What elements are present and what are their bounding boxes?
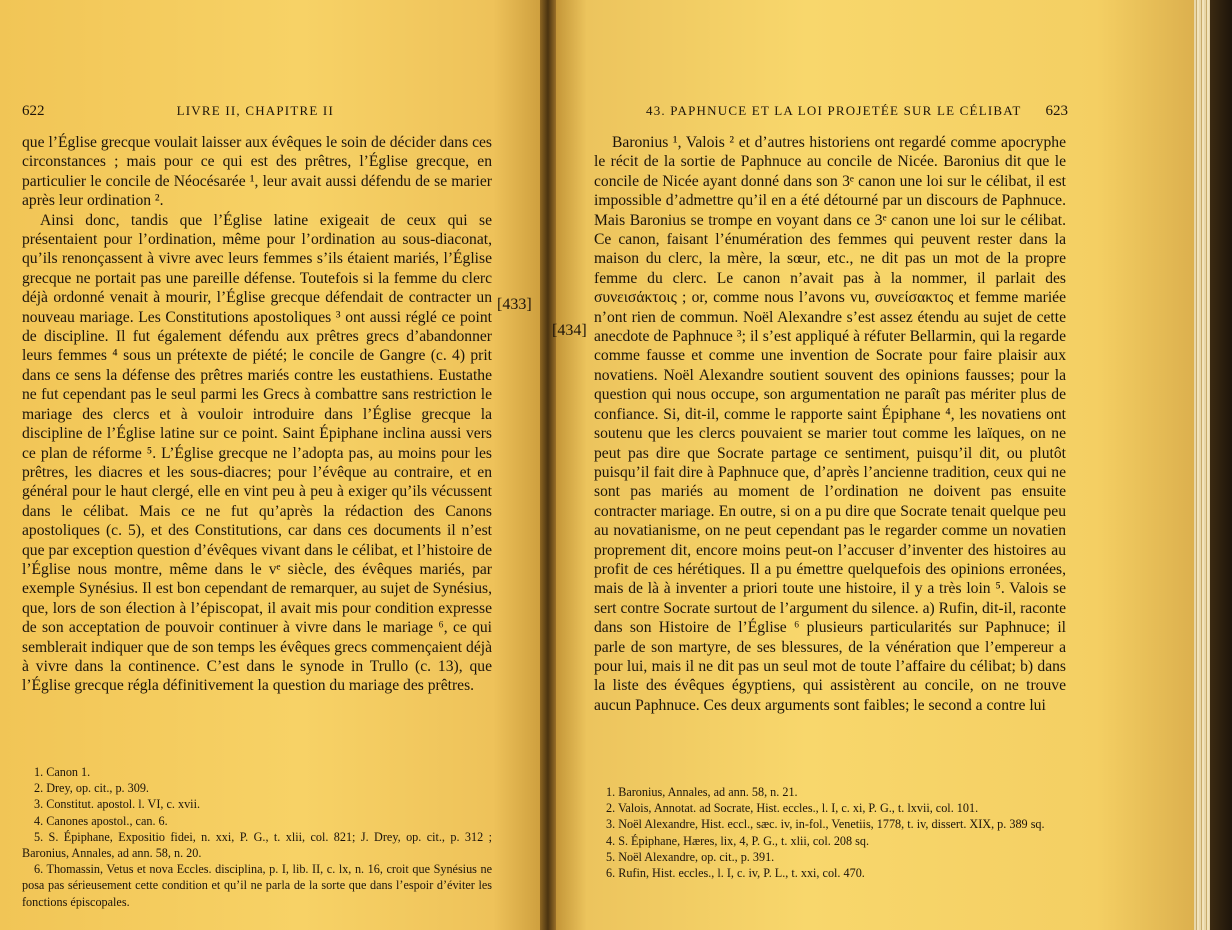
left-page [0, 0, 548, 930]
left-running-head [22, 103, 334, 123]
left-body-text [22, 133, 492, 696]
right-footnote: 5. Noël Alexandre, op. cit., p. 391. [606, 849, 775, 864]
left-footnote: 2. Drey, op. cit., p. 309. [34, 781, 149, 796]
right-paragraph-1: Baronius ¹, Valois ² et d’autres historiens ont regardé comme apocryphe le récit de la sortie de Paphnuce au concile de Nicée. Baronius dit que le concile de Nicée ayant donné dans son 3ᵉ canon une loi sur le célibat, il est impossible d’admettre qu’il en a été détourné par un discours de Paphnuce. Mais Baronius se trompe en voyant dans ce 3ᵉ canon une loi sur le célibat. Ce canon, faisant l’énumération des femmes qui peuvent rester dans la maison du clerc, la mère, la sœur, etc., ne dit pas un mot de la propre femme du clerc. Le canon n’avait pas à la nommer, il parlait des συνεισάκτοις ; or, comme nous l’avons vu, συνείσακτος et femme mariée n’ont rien de commun. Noël Alexandre s’est assez étendu au sujet de cette anecdote de Paphnuce ³; il s’est appliqué à réfuter Bellarmin, qui la regarde comme fausse et comme une invention de Socrate pour faire plaisir aux novatiens. Noël Alexandre soutient souvent des opinions fausses; pour la question qui nous occupe, son argumentation ne paraît pas mériter plus de confiance. Si, dit-il, comme le rapporte saint Épiphane ⁴, les novatiens ont soutenu que les clercs pouvaient se marier tout comme les laïques, on ne peut pas dire que Socrate partage ce sentiment, puisqu’il dit, ou plutôt puisqu’il fait dire à Paphnuce que, d’après l’ancienne tradition, ceux qui ne sont pas mariés au moment de l’ordination ne doivent pas ensuite contracter mariage. En outre, si on a pu dire que Socrate tenait quelque peu au novatianisme, on ne peut cependant pas le regarder comme un novatien proprement dit, encore moins peut-on l’accuser d’inventer des histoires au profit de ces hérétiques. Il a pu émettre quelquefois des opinions erronées, mais de là à inventer a priori toute une histoire, il y a très loin ⁵. Valois se sert contre Socrate surtout de l’argument du silence. a) Rufin, dit-il, raconte dans son Histoire de l’Église ⁶ plusieurs particularités sur Paphnuce; il parle de son martyre, de ses blessures, de la vénération que l’empereur a pour lui, mais il ne dit pas un seul mot de toute l’affaire du célibat; b) dans la liste des évêques égyptiens, qui assistèrent au concile, on ne trouve aucun Paphnuce. Ces deux arguments sont faibles; le second a contre lui [594, 134, 1066, 714]
right-footnotes [594, 784, 1066, 881]
right-footnote: 2. Valois, Annotat. ad Socrate, Hist. eccles., l. I, c. xi, P. G., t. lxvii, col. 101. [606, 801, 979, 816]
right-running-title: 43. PAPHNUCE ET LA LOI PROJETÉE SUR LE CÉLIBAT [646, 103, 1022, 118]
left-footnote: 3. Constitut. apostol. l. VI, c. xvii. [34, 797, 201, 812]
left-footnotes [22, 764, 492, 910]
right-running-head [646, 103, 1068, 123]
left-footnote: 6. Thomassin, Vetus et nova Eccles. disciplina, p. I, lib. II, c. lx, n. 16, croit que Synésius ne posa pas sérieusement cette condition et qu’il ne parla de la sorte que dans l’espoir d’éviter les fonctions épiscopales. [22, 862, 492, 909]
right-footnote: 6. Rufin, Hist. eccles., l. I, c. iv, P. L., t. xxi, col. 470. [606, 866, 865, 881]
margin-marker-434: [434] [552, 322, 587, 339]
left-paragraph-2: Ainsi donc, tandis que l’Église latine exigeait de ceux qui se présentaient pour l’ordination, même pour l’ordination au sous-diaconat, qu’ils renonçassent à vivre avec leurs femmes s’ils étaient mariés, l’Église grecque ne portait pas une pareille défense. Toutefois si la femme du clerc déjà ordonné venait à mourir, l’Église grecque défendait de contracter un nouveau mariage. Les Constitutions apostoliques ³ ont aussi réglé ce point de discipline. Il fut également défendu aux prêtres grecs d’abandonner leurs femmes ⁴ sous un prétexte de piété; le concile de Gangre (c. 4) prit dans ce sens la défense des prêtres mariés contre les eustathiens. Eustathe ne fut cependant pas le seul parmi les Grecs à combattre sans restriction le mariage des clercs et à vouloir introduire dans l’Église grecque la discipline de l’Église latine sur ce point. Saint Épiphane inclina aussi vers ce plan de réforme ⁵. L’Église grecque ne l’adopta pas, au moins pour les prêtres, les diacres et les sous-diacres; pour l’évêque au contraire, et en général pour le haut clergé, elle en vint peu à peu à exiger qu’ils vécussent dans le célibat. Mais ce ne fut qu’après la rédaction des Canons apostoliques (c. 5), et des Constitutions, car dans ces documents il n’est que par exception question d’évêques vivant dans le célibat, et l’histoire de l’Église nous montre, même dans le vᵉ siècle, des évêques mariés, par exemple Synésius. Il est bon cependant de remarquer, au sujet de Synésius, que, lors de son élection à l’épiscopat, il avait mis pour condition expresse de son acceptation de pouvoir continuer à vivre dans le mariage ⁶, ce qui semblerait indiquer que de son temps les évêques grecs commençaient déjà à vivre dans la continence. C’est dans le synode in Trullo (c. 13), que l’Église grecque régla définitivement la question du mariage des prêtres. [22, 211, 492, 695]
left-paragraph-1: que l’Église grecque voulait laisser aux évêques le soin de décider dans ces circonstances ; mais pour ce qui est des prêtres, l’Église grecque, en particulier le concile de Néocésarée ¹, leur avait aussi défendu de se marier après leur ordination ². [22, 134, 492, 210]
right-footnote: 3. Noël Alexandre, Hist. eccl., sæc. iv, in-fol., Venetiis, 1778, t. iv, dissert. XIX, p. 389 sq. [606, 817, 1045, 832]
right-body-text [594, 133, 1066, 715]
right-page [548, 0, 1194, 930]
left-footnote: 4. Canones apostol., can. 6. [34, 813, 168, 828]
left-running-title: LIVRE II, CHAPITRE II [176, 103, 334, 118]
margin-marker-433: [433] [497, 296, 532, 313]
left-footnote: 1. Canon 1. [34, 765, 91, 779]
book-spine-shadow [540, 0, 556, 930]
background-edge [1210, 0, 1232, 930]
right-footnote: 1. Baronius, Annales, ad ann. 58, n. 21. [606, 785, 798, 799]
right-page-number: 623 [1045, 103, 1068, 119]
left-page-number: 622 [22, 103, 45, 119]
left-footnote: 5. S. Épiphane, Expositio fidei, n. xxi, P. G., t. xlii, col. 821; J. Drey, op. cit., p. 312 ; Baronius, Annales, ad ann. 58, n. 20. [22, 829, 492, 861]
right-footnote: 4. S. Épiphane, Hæres, lix, 4, P. G., t. xlii, col. 208 sq. [606, 833, 870, 848]
